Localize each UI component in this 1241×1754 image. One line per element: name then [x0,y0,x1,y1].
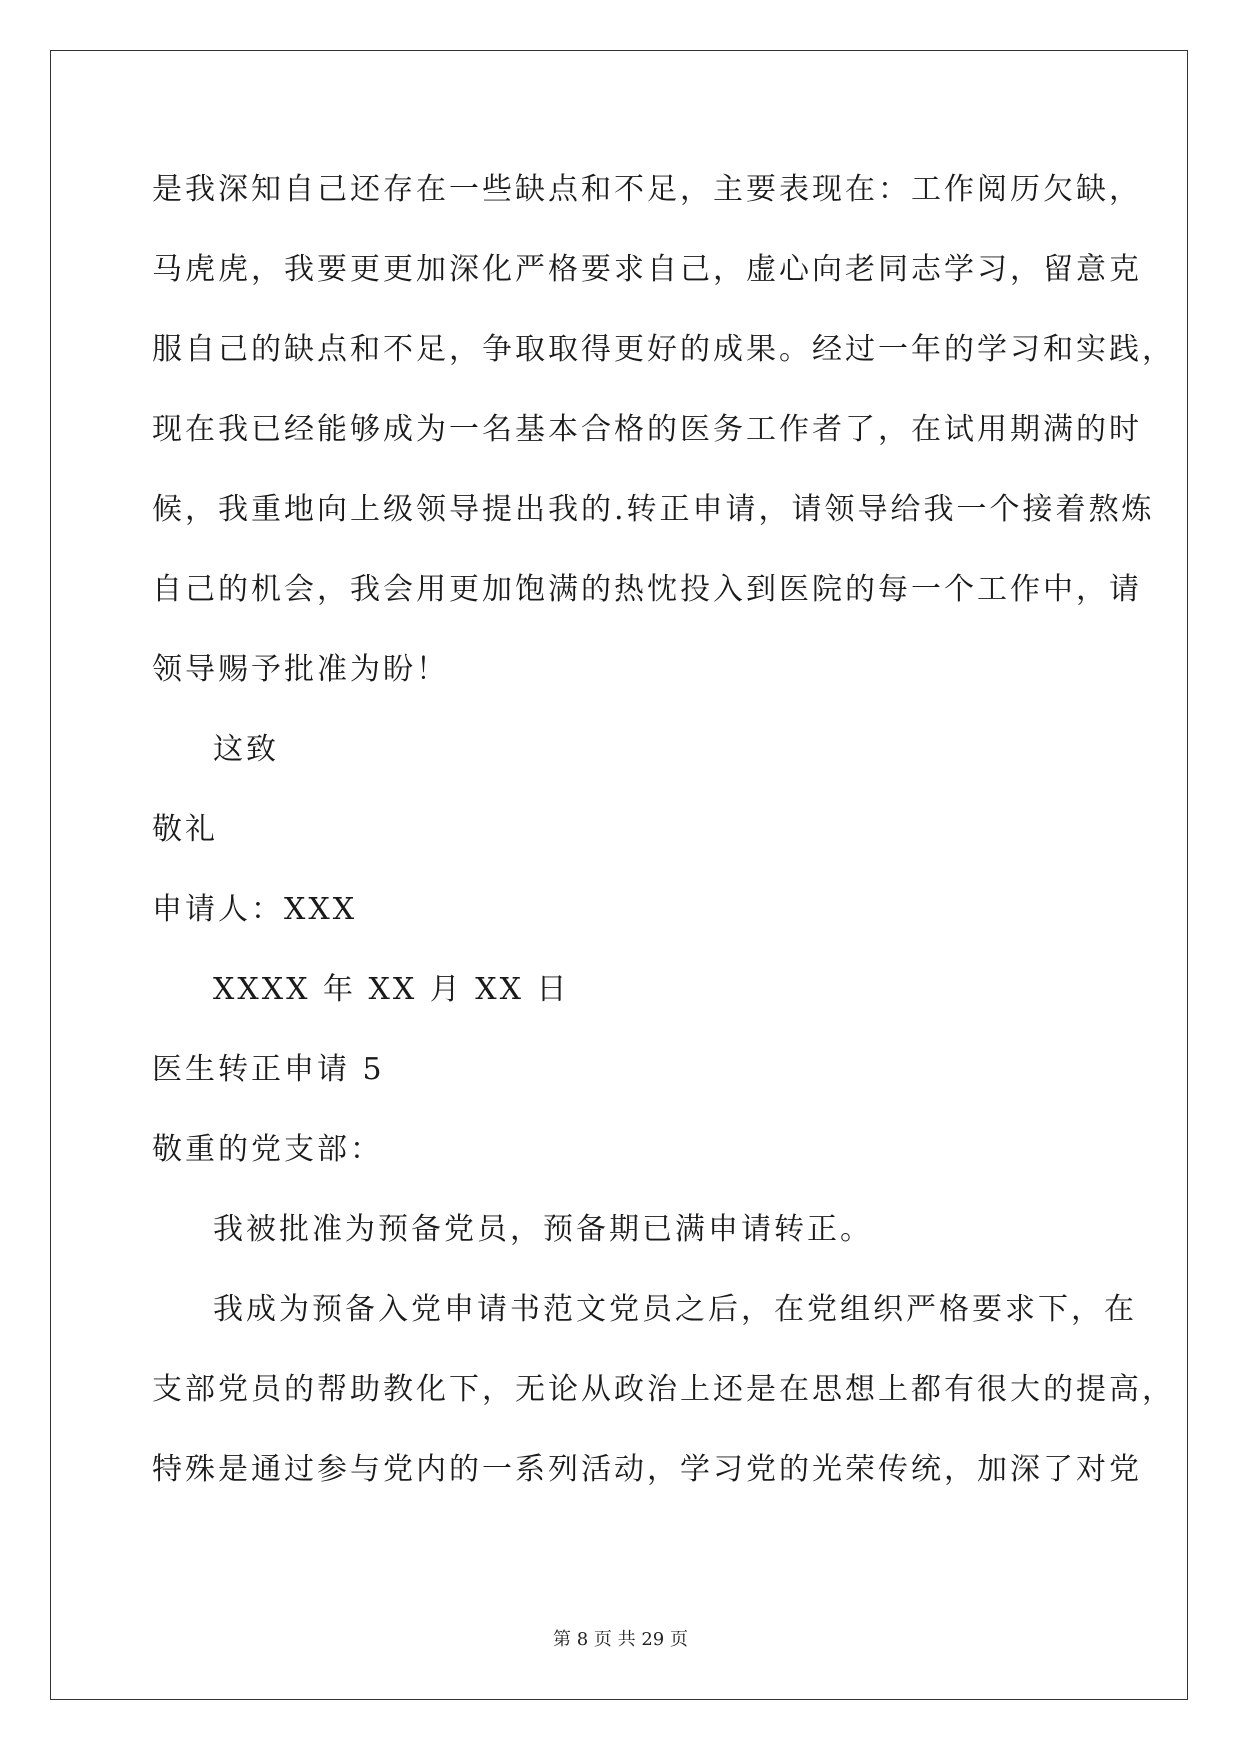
addressee: 敬重的党支部： [152,1132,383,1167]
text-line: 现在我已经能够成为一名基本合格的医务工作者了，在试用期满的时 [152,412,1142,447]
date-line: XXXX 年 XX 月 XX 日 [213,972,570,1007]
text-line: 自己的机会，我会用更加饱满的热忱投入到医院的每一个工作中，请 [152,572,1142,607]
text-line: 候，我重地向上级领导提出我的.转正申请，请领导给我一个接着熬炼 [152,492,1155,527]
salutation: 敬礼 [152,812,218,847]
text-line: 是我深知自己还存在一些缺点和不足，主要表现在：工作阅历欠缺， [152,172,1142,207]
text-line: 特殊是通过参与党内的一系列活动，学习党的光荣传统，加深了对党 [152,1452,1142,1487]
text-line: 我成为预备入党申请书范文党员之后，在党组织严格要求下，在 [213,1292,1137,1327]
applicant-line: 申请人：XXX [152,892,358,927]
text-line: 支部党员的帮助教化下，无论从政治上还是在思想上都有很大的提高， [152,1372,1175,1407]
text-line: 领导赐予批准为盼！ [152,652,449,687]
text-line: 服自己的缺点和不足，争取取得更好的成果。经过一年的学习和实践， [152,332,1175,367]
page-number-footer: 第 8 页 共 29 页 [553,1629,688,1650]
text-line: 我被批准为预备党员，预备期已满申请转正。 [213,1212,873,1247]
closing-phrase: 这致 [213,732,279,767]
section-heading: 医生转正申请 5 [152,1052,385,1087]
text-line: 马虎虎，我要更更加深化严格要求自己，虚心向老同志学习，留意克 [152,252,1142,287]
